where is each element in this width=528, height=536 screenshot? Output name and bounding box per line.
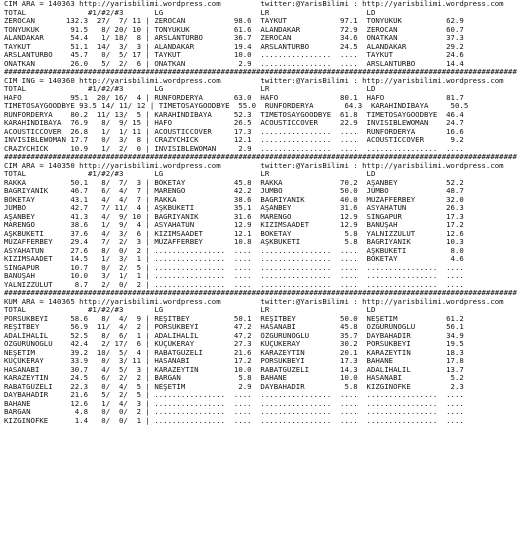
text-line: TAYKUT 51.1 14/ 3/ 3 | ALANDAKAR 19.4 ARSLANTURBO 24.5 ALANDAKAR 29.2 — [4, 42, 464, 51]
text-line: ACOUSTICCOVER 26.8 1/ 1/ 11 | ACOUSTICCOVER 17.3 ................ .... RUNFORDERYA 16.6 — [4, 127, 464, 136]
text-line: KARAHİNDİBAYA 76.9 8/ 9/ 15 | HAFO 26.5 ACOUSTICCOVER 22.9 INVISIBLEWOMAN 24.7 — [4, 119, 464, 127]
text-line: ADALİHALİL 52.5 8/ 6/ 1 | ADALİHALİL 47.2 ÖZGÜRÜNOĞLU 35.7 DAYBAHADIR 34.9 — [4, 331, 464, 340]
text-line: PORSUKBEYİ 58.6 8/ 4/ 9 | REŞİTBEY 50.1 REŞİTBEY 50.0 NEŞETİM 61.2 — [4, 314, 464, 323]
separator-line: #################################################################################################################### — [4, 68, 517, 76]
text-line: KUM ARA = 140365 http://yarisbilimi.wordpress.com twitter:@YarisBilimi : http://yarisbilimi.wordpress.com — [4, 297, 504, 306]
text-line: BARGAN 4.8 0/ 0/ 2 | ................ .... ................ .... ................ .... — [4, 408, 464, 416]
separator-line: #################################################################################################################### — [4, 153, 517, 161]
text-line: TOTAL #1/#2/#3 LG LR LD — [4, 85, 376, 93]
text-line: ALANDAKAR 54.4 1/ 18/ 8 | ARSLANTURBO 36.7 ZEROCAN 34.6 ONATKAN 37.3 — [4, 34, 464, 42]
text-line: REŞİTBEY 56.9 11/ 4/ 2 | PORSUKBEYİ 47.2 HASANABİ 45.8 ÖZGÜRÜNOĞLU 56.1 — [4, 323, 464, 331]
text-line: YALNIZZULUT 8.7 2/ 0/ 2 | ................ .... ................ .... ................ .... — [4, 280, 464, 289]
text-line: TOTAL #1/#2/#3 LG LR LD — [4, 306, 376, 314]
text-line: BAHANE 12.6 1/ 4/ 3 | ................ .... ................ .... ................ .... — [4, 399, 464, 408]
text-line: HASANABİ 30.7 4/ 5/ 3 | KARAZEYTİN 10.0 RABATGÜZELİ 14.3 ADALİHALİL 13.7 — [4, 365, 464, 374]
text-line: KIZIMSAADET 14.5 1/ 3/ 1 | ................ .... ................ .... BÖKETAY 4.6 — [4, 255, 464, 263]
text-line: MARENGO 38.6 1/ 9/ 4 | ASYAHATUN 12.9 KIZIMSAADET 12.9 BANÜŞAH 17.2 — [4, 221, 464, 229]
text-line: KÜÇÜKERAY 33.9 0/ 3/ 11 | HASANABİ 17.2 PORSUKBEYİ 17.3 BAHANE 17.8 — [4, 357, 464, 365]
text-line: KARAZEYTİN 24.5 6/ 2/ 2 | BARGAN 5.8 BAHANE 10.0 HASANABİ 5.2 — [4, 374, 464, 382]
text-line: TOTAL #1/#2/#3 LG LR LD — [4, 170, 376, 178]
text-line: DAYBAHADIR 21.6 5/ 2/ 5 | ................ .... ................ .... ................ .... — [4, 391, 464, 399]
text-line: BANÜŞAH 10.0 3/ 1/ 1 | ................ .... ................ .... ................ .... — [4, 272, 464, 280]
text-line: TOTAL #1/#2/#3 LG LR LD — [4, 8, 376, 17]
text-line: SİNGAPUR 10.7 0/ 2/ 5 | ................ .... ................ .... ................ .... — [4, 263, 464, 272]
text-line: CIM ING = 140360 http://yarisbilimi.wordpress.com twitter:@YarisBilimi : http://yarisbilimi.wordpress.com — [4, 76, 504, 85]
text-line: RAKKA 50.1 8/ 7/ 3 | BÖKETAY 45.8 RAKKA 70.2 AŞANBEY 52.2 — [4, 178, 464, 187]
text-line: TONYUKUK 91.5 8/ 20/ 10 | TONYUKUK 61.6 ALANDAKAR 72.9 ZEROCAN 60.7 — [4, 25, 464, 34]
text-line: ASYAHATUN 27.6 8/ 0/ 2 | ................ .... ................ .... AŞKBUKETİ 8.0 — [4, 246, 464, 255]
text-line: MUZAFFERBEY 29.4 7/ 2/ 3 | MUZAFFERBEY 10.8 AŞKBUKETİ 5.8 BAĞRIYANIK 10.3 — [4, 238, 464, 246]
text-line: HAFO 95.1 20/ 16/ 4 | RUNFORDERYA 63.0 HAFO 80.1 HAFO 81.7 — [4, 93, 464, 102]
text-line: ÖZGÜRÜNOĞLU 42.4 2/ 17/ 6 | KÜÇÜKERAY 27.3 KÜÇÜKERAY 30.2 PORSUKBEYİ 19.5 — [4, 340, 464, 348]
text-line: KIZGINÖFKE 1.4 0/ 0/ 1 | ................ .... ................ .... ................ .... — [4, 416, 464, 425]
text-line: BAĞRIYANIK 46.7 6/ 4/ 7 | MARENGO 42.2 JUMBO 50.0 JUMBO 48.7 — [4, 187, 464, 195]
text-line: ONATKAN 26.0 5/ 2/ 6 | ONATKAN 2.9 ................ .... ARSLANTURBO 14.4 — [4, 59, 464, 68]
text-line: TIMETOSAYGOODBYE 93.5 14/ 11/ 12 | TIMETOSAYGOODBYE 55.0 RUNFORDERYA 64.3 KARAHİNDİBAYA 50.5 — [4, 102, 469, 110]
text-line: JUMBO 42.7 7/ 11/ 4 | AŞKBUKETİ 35.1 AŞANBEY 31.6 ASYAHATUN 26.3 — [4, 204, 464, 212]
text-line: CRAZYCHICK 10.9 1/ 2/ 0 | INVISIBLEWOMAN 2.9 ................ .... ................ .... — [4, 144, 464, 153]
text-line: CIM ARA = 140363 http://yarisbilimi.wordpress.com twitter:@YarisBilimi : http://yarisbilimi.wordpress.com — [4, 0, 504, 8]
text-line: ZEROCAN 132.3 27/ 7/ 11 | ZEROCAN 98.6 TAYKUT 97.1 TONYUKUK 62.9 — [4, 17, 464, 25]
text-line: NEŞETİM 39.2 10/ 5/ 4 | RABATGÜZELİ 21.6 KARAZEYTİN 20.1 KARAZEYTİN 18.3 — [4, 348, 464, 357]
text-line: AŞKBUKETİ 37.6 4/ 3/ 6 | KIZIMSAADET 12.1 BÖKETAY 5.8 YALNIZZULUT 12.6 — [4, 229, 464, 238]
text-line: INVISIBLEWOMAN 17.7 0/ 3/ 8 | CRAZYCHICK 12.1 ................ .... ACOUSTICCOVER 9.2 — [4, 136, 464, 144]
text-line: RABATGÜZELİ 22.3 0/ 4/ 5 | NEŞETİM 2.9 DAYBAHADIR 5.8 KIZGINÖFKE 2.3 — [4, 382, 464, 391]
separator-line: #################################################################################################################### — [4, 289, 517, 297]
text-line: AŞANBEY 41.3 4/ 9/ 10 | BAĞRIYANIK 31.6 MARENGO 12.9 SİNGAPUR 17.3 — [4, 212, 464, 221]
text-line: CIM ARA = 140350 http://yarisbilimi.wordpress.com twitter:@YarisBilimi : http://yarisbilimi.wordpress.com — [4, 161, 504, 170]
text-line: BÖKETAY 43.1 4/ 4/ 7 | RAKKA 38.6 BAĞRIYANIK 40.0 MUZAFFERBEY 32.0 — [4, 195, 464, 204]
text-line: ARSLANTURBO 45.7 0/ 5/ 17 | TAYKUT 10.0 ................ .... TAYKUT 24.6 — [4, 51, 464, 59]
text-line: RUNFORDERYA 80.2 11/ 13/ 5 | KARAHİNDİBAYA 52.3 TIMETOSAYGOODBYE 61.8 TIMETOSAYGOODBYE 46.4 — [4, 110, 464, 119]
